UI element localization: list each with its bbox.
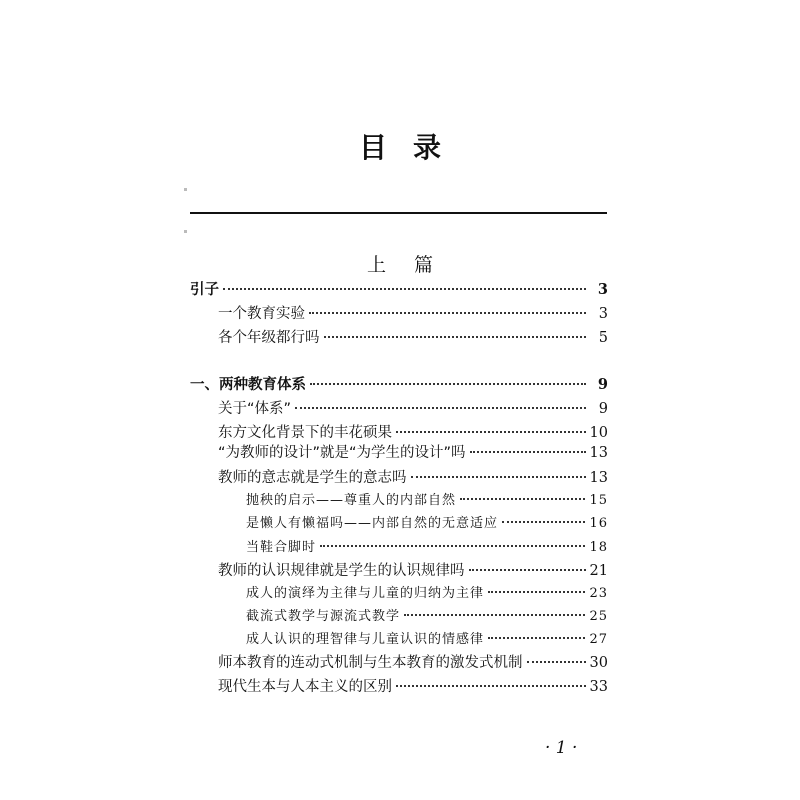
leader-dots <box>309 311 586 314</box>
toc-entry[interactable] <box>190 278 608 302</box>
toc-entry-label: 引子 <box>190 282 219 298</box>
page-number: · 1 · <box>545 738 578 758</box>
leader-dots <box>469 568 586 571</box>
toc-entry-page: 5 <box>598 330 608 346</box>
toc-entry[interactable] <box>218 441 608 465</box>
toc-entry[interactable] <box>218 326 608 350</box>
toc-entry-page: 16 <box>589 516 608 531</box>
toc-entry-label: 东方文化背景下的丰花硕果 <box>218 425 392 441</box>
toc-entry-page: 21 <box>589 563 608 579</box>
toc-entry[interactable] <box>246 512 608 536</box>
leader-dots <box>320 544 585 547</box>
leader-dots <box>488 636 585 639</box>
toc-entry-label: 是懒人有懒福吗——内部自然的无意适应 <box>246 516 499 531</box>
leader-dots <box>324 335 587 338</box>
leader-dots <box>411 475 586 478</box>
leader-dots <box>502 520 585 523</box>
toc-entry-label: 教师的意志就是学生的意志吗 <box>218 470 407 486</box>
section-heading: 上篇 <box>366 254 461 276</box>
leader-dots <box>396 684 586 687</box>
toc-entry-label: 抛秧的启示——尊重人的内部自然 <box>246 493 457 508</box>
toc-entry-page: 33 <box>589 679 608 695</box>
toc-entry-label: 成人的演绎为主律与儿童的归纳为主律 <box>246 586 485 601</box>
toc-entry-page: 3 <box>598 306 608 322</box>
toc-entry[interactable] <box>218 559 608 583</box>
toc-entry-page: 9 <box>597 376 608 393</box>
leader-dots <box>470 450 586 453</box>
toc-entry[interactable] <box>218 675 608 699</box>
toc-entry-label: 成人认识的理智律与儿童认识的情感律 <box>246 632 485 647</box>
toc-entry-label: 截流式教学与源流式教学 <box>246 609 401 624</box>
toc-entry-page: 15 <box>589 493 608 508</box>
toc-entry-page: 25 <box>589 609 608 624</box>
toc-entry[interactable] <box>246 582 608 606</box>
toc-entry-page: 13 <box>589 470 608 486</box>
toc-entry-label: 教师的认识规律就是学生的认识规律吗 <box>218 563 465 579</box>
toc-entry[interactable] <box>218 397 608 421</box>
leader-dots <box>310 382 586 385</box>
toc-entry[interactable] <box>218 466 608 490</box>
toc-entry-label: 各个年级都行吗 <box>218 330 320 346</box>
toc-entry-page: 30 <box>589 655 608 671</box>
toc-entry-page: 3 <box>597 281 608 298</box>
toc-entry-page: 27 <box>589 632 608 647</box>
leader-dots <box>295 406 586 409</box>
leader-dots <box>488 590 585 593</box>
toc-entry[interactable] <box>246 536 608 560</box>
toc-entry-label: 一、两种教育体系 <box>190 377 306 393</box>
toc-entry-page: 23 <box>589 586 608 601</box>
leader-dots <box>460 497 585 500</box>
scan-speck <box>184 188 187 191</box>
toc-entry-label: 现代生本与人本主义的区别 <box>218 679 392 695</box>
leader-dots <box>527 660 586 663</box>
toc-entry-label: 师本教育的连动式机制与生本教育的激发式机制 <box>218 655 523 671</box>
toc-entry[interactable] <box>246 605 608 629</box>
toc-entry[interactable] <box>246 489 608 513</box>
toc-entry[interactable] <box>218 651 608 675</box>
toc-entry-page: 18 <box>589 540 608 555</box>
toc-entry[interactable] <box>190 373 608 397</box>
title-rule <box>190 212 607 214</box>
leader-dots <box>396 430 586 433</box>
toc-entry-label: “为教师的设计”就是“为学生的设计”吗 <box>218 445 466 461</box>
toc-entry[interactable] <box>246 628 608 652</box>
toc-entry-label: 当鞋合脚时 <box>246 540 317 555</box>
page-title: 目录 <box>358 131 467 164</box>
scan-speck <box>184 230 187 233</box>
toc-entry-page: 10 <box>589 425 608 441</box>
leader-dots <box>223 287 586 290</box>
toc-entry-label: 一个教育实验 <box>218 306 305 322</box>
toc-entry[interactable] <box>218 302 608 326</box>
toc-entry-page: 9 <box>598 401 608 417</box>
toc-entry-label: 关于“体系” <box>218 401 292 417</box>
toc-entry-page: 13 <box>589 445 608 461</box>
leader-dots <box>404 613 585 616</box>
